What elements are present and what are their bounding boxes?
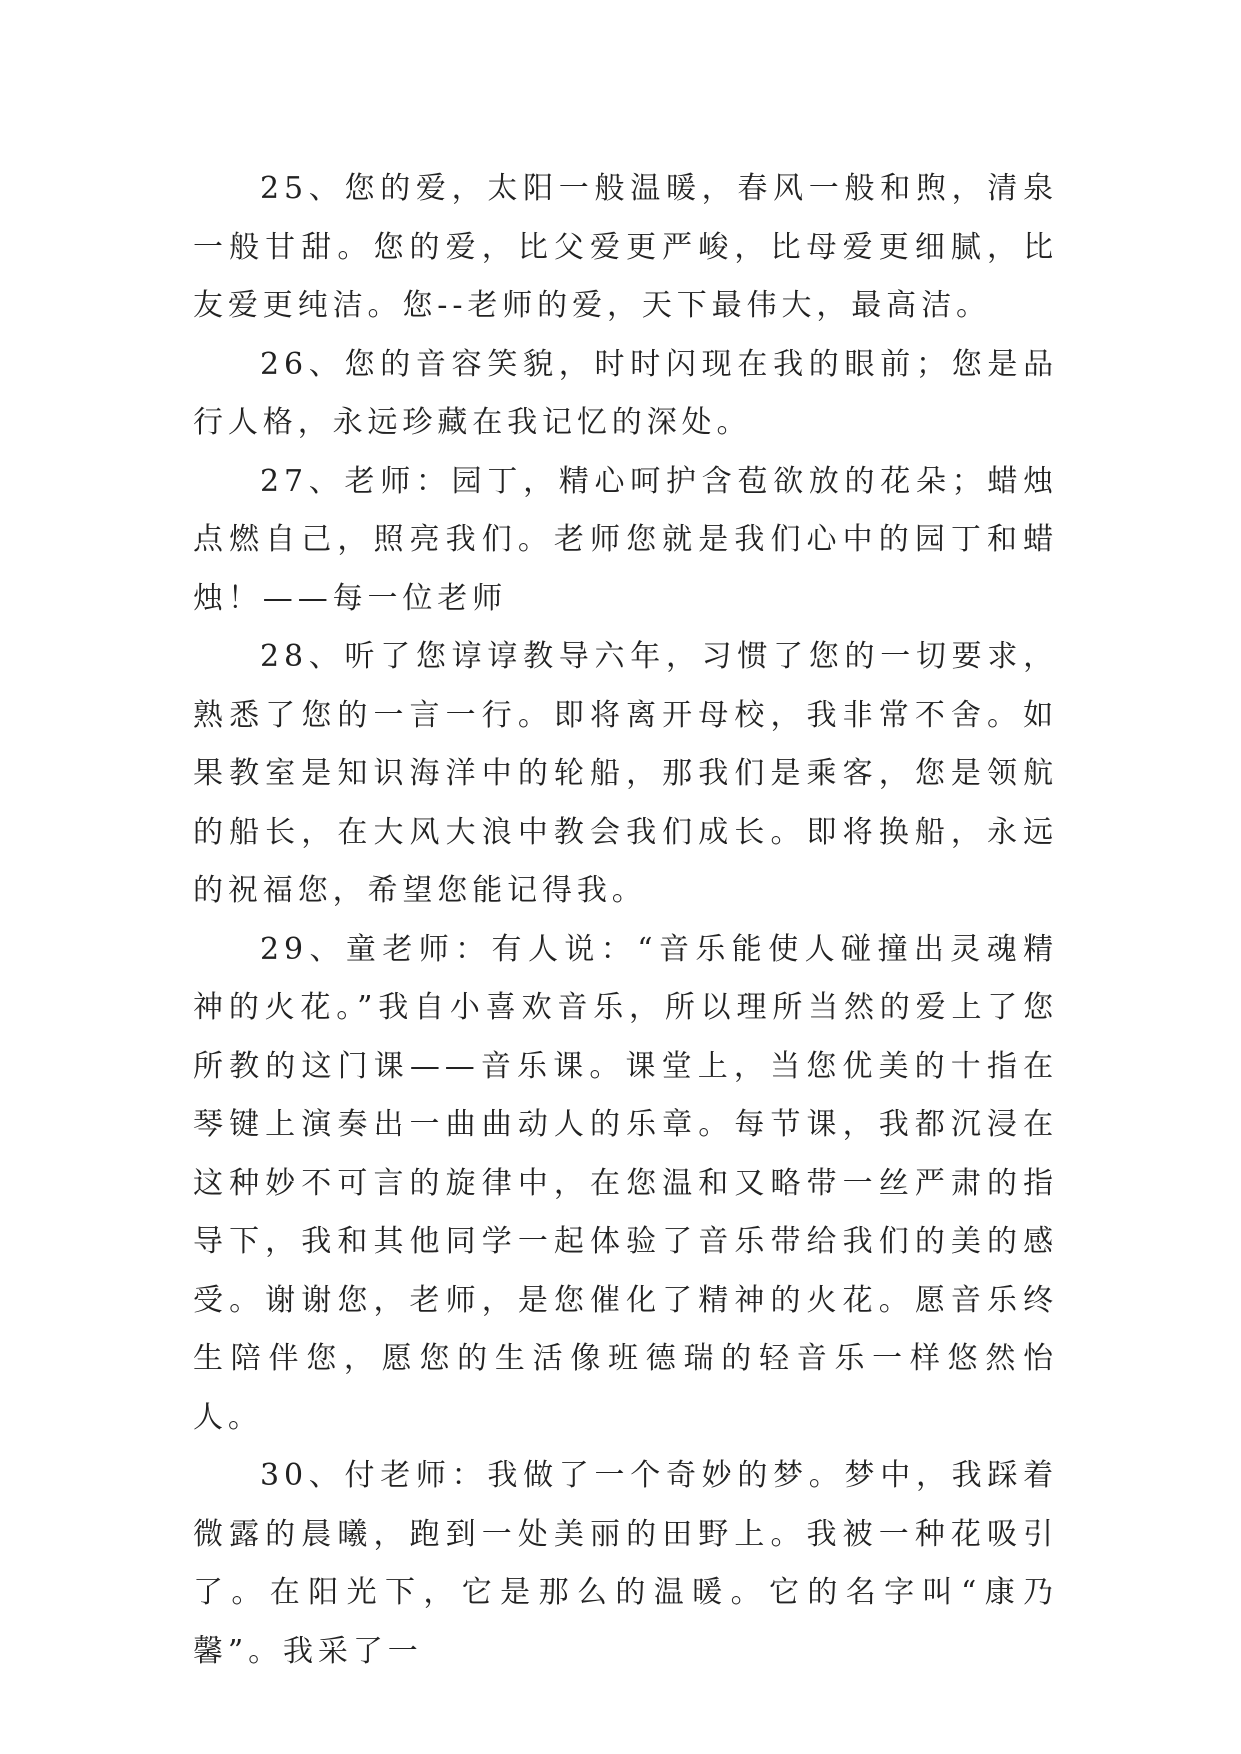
paragraph-27: 27、老师：园丁，精心呵护含苞欲放的花朵；蜡烛点燃自己，照亮我们。老师您就是我们心中的园丁和蜡烛！——每一位老师 (193, 463, 1058, 616)
paragraph-30: 30、付老师：我做了一个奇妙的梦。梦中，我踩着微露的晨曦，跑到一处美丽的田野上。我被一种花吸引了。在阳光下，它是那么的温暖。它的名字叫“康乃馨”。我采了一 (193, 1458, 1058, 1669)
paragraph-29: 29、童老师：有人说：“音乐能使人碰撞出灵魂精神的火花。”我自小喜欢音乐，所以理所当然的爱上了您所教的这门课——音乐课。课堂上，当您优美的十指在琴键上演奏出一曲曲动人的乐章。每节课，我都沉浸在这种妙不可言的旋律中，在您温和又略带一丝严肃的指导下，我和其他同学一起体验了音乐带给我们的美的感受。谢谢您，老师，是您催化了精神的火花。愿音乐终生陪伴您，愿您的生活像班德瑞的轻音乐一样悠然怡人。 (193, 931, 1058, 1435)
paragraph-26: 26、您的音容笑貌，时时闪现在我的眼前；您是品行人格，永远珍藏在我记忆的深处。 (193, 346, 1058, 440)
document-body (193, 160, 1058, 1681)
paragraph-25: 25、您的爱，太阳一般温暖，春风一般和煦，清泉一般甘甜。您的爱，比父爱更严峻，比母爱更细腻，比友爱更纯洁。您--老师的爱，天下最伟大，最高洁。 (193, 171, 1058, 323)
paragraph-28: 28、听了您谆谆教导六年，习惯了您的一切要求，熟悉了您的一言一行。即将离开母校，我非常不舍。如果教室是知识海洋中的轮船，那我们是乘客，您是领航的船长，在大风大浪中教会我们成长。即将换船，永远的祝福您，希望您能记得我。 (193, 639, 1058, 908)
